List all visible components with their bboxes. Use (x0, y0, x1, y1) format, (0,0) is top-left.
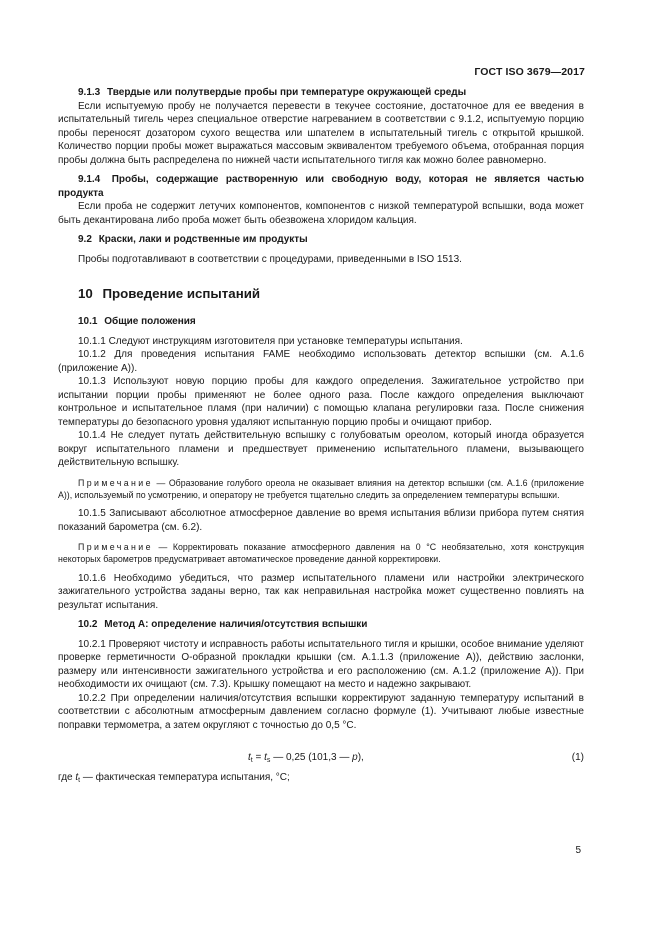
var-t: t (248, 752, 251, 764)
heading-10-1 (58, 315, 584, 329)
where-text: — фактическая температура испытания, °С; (80, 772, 290, 784)
section-title: Краски, лаки и родственные им продукты (98, 234, 308, 245)
note-label: Примечание (78, 477, 153, 488)
section-title: Пробы, содержащие растворенную или свободную воду, которая не является частью продукта (58, 174, 584, 199)
note-1 (58, 477, 584, 502)
paragraph-9-1-3: Если испытуемую пробу не получается перевести в текучее состояние, достаточное для ее введения в испытательный тигель через специальное отверстие нагреванием в соответствии с 9.1.2, испытуемую порцию пробы переносят дозатором сухого вещества или шпателем в испытательный тигель с открытой крышкой. Количество порции пробы может выражаться массовым эквивалентом требуемого объема, отобранная порция пробы должна быть распределена по нижней части испытательного тигля как можно более равномерно. (58, 100, 584, 166)
paragraph-10-1-6: 10.1.6 Необходимо убедиться, что размер испытательного пламени или настройки электрического зажигательного устройства заданы верно, так как неправильная настройка может существенно повлиять на результат испытания. (58, 572, 584, 611)
heading-10 (58, 285, 584, 303)
sub-t: t (78, 777, 81, 785)
paragraph-10-1-5: 10.1.5 Записывают абсолютное атмосферное давление во время испытания вблизи прибора путем снятия показаний барометра (см. 6.2). (58, 508, 584, 533)
var-t: t (264, 752, 267, 764)
section-title: Общие положения (104, 316, 196, 327)
section-number: 9.1.3 (78, 87, 101, 98)
sub-t: t (250, 757, 253, 765)
formula-explanation (58, 771, 584, 785)
heading-10-2 (58, 618, 584, 632)
paragraph-10-1-4: 10.1.4 Не следует путать действительную вспышку с голубоватым ореолом, который иногда образуется вокруг испытательного пламени и предшествует применению испытательного пламени, вызывающего действительную вспышку. (58, 430, 584, 468)
paragraph-10-1-2: 10.1.2 Для проведения испытания FAME необходимо использовать детектор вспышки (см. А.1.6 (приложение А)). (58, 349, 584, 374)
formula-equals: = (252, 752, 265, 764)
note-text: — Корректировать показание атмосферного давления на 0 °С необязательно, хотя конструкция некоторых барометров предусматривает автоматическое проведение данной корректировки. (58, 542, 584, 565)
paragraph-9-2: Пробы подготавливают в соответствии с процедурами, приведенными в ISO 1513. (78, 253, 462, 265)
formula-expression (248, 748, 364, 768)
note-label: Примечание (78, 542, 153, 553)
formula-1 (58, 748, 584, 768)
var-t: t (75, 772, 79, 784)
heading-9-1-3 (58, 86, 584, 100)
section-number: 10.1 (78, 316, 98, 327)
page-number: 5 (575, 845, 581, 856)
where-prefix: где (58, 772, 76, 784)
sub-s: s (266, 757, 271, 765)
var-p: p (352, 752, 358, 764)
paragraph-10-2-1: 10.2.1 Проверяют чистоту и исправность работы испытательного тигля и крышки, особое внимание уделяют проверке герметичности О-образной прокладки крышки (см. А.1.1.3 (приложение А)), действию заслонки, размеру или интенсивности зажигательного устройства и его расположению (см. А.1.2 (приложение А)). При необходимости их очищают (см. 7.3). Крышку помещают на место и надежно закрывают. (58, 638, 584, 691)
paragraph-10-1-1: 10.1.1 Следуют инструкциям изготовителя при установке температуры испытания. (78, 335, 463, 347)
paragraph-9-1-4: Если проба не содержит летучих компонентов, компонентов с низкой температурой вспышки, вода может быть декантирована либо проба может быть обезвожена хлоридом кальция. (58, 201, 584, 226)
section-number: 10.2 (78, 619, 98, 631)
note-text: — Образование голубого ореола не оказывает влияния на детектор вспышки (см. А.1.6 (приложение А)), используемый по усмотрению, и оператору не требуется тщательно следить за определением температуры вспышки. (58, 477, 584, 500)
note-2 (58, 541, 584, 566)
heading-9-2 (58, 233, 584, 247)
section-number: 9.2 (78, 234, 92, 245)
formula-number: (1) (571, 752, 584, 764)
formula-rest: — 0,25 (101,3 — (270, 752, 353, 764)
section-title: Проведение испытаний (102, 286, 261, 301)
formula-end: ), (357, 752, 364, 764)
paragraph-10-2-2: 10.2.2 При определении наличия/отсутствия вспышки корректируют заданную температуру испытаний в соответствии с абсолютным атмосферным давлением согласно формуле (1). Учитывают любые известные поправки термометра, а затем округляют с точностью до 0,5 °С. (58, 692, 584, 731)
paragraph-10-1-3: 10.1.3 Используют новую порцию пробы для каждого определения. Зажигательное устройство при испытании порции пробы применяют не более одного раза. После каждого определения выключают контрольное и испытательное пламя (при наличии) с помощью клапана регулировки газа. После снижения температуры до безопасного уровня удаляют испытанную порцию пробы и очищают прибор. (58, 376, 584, 428)
document-code: ГОСТ ISO 3679—2017 (474, 66, 585, 78)
heading-9-1-4 (58, 173, 584, 200)
section-title: Твердые или полутвердые пробы при температуре окружающей среды (107, 87, 467, 98)
page-content (58, 86, 584, 785)
section-number: 10 (78, 286, 93, 301)
section-title: Метод А: определение наличия/отсутствия вспышки (104, 619, 368, 631)
section-number: 9.1.4 (78, 174, 101, 185)
